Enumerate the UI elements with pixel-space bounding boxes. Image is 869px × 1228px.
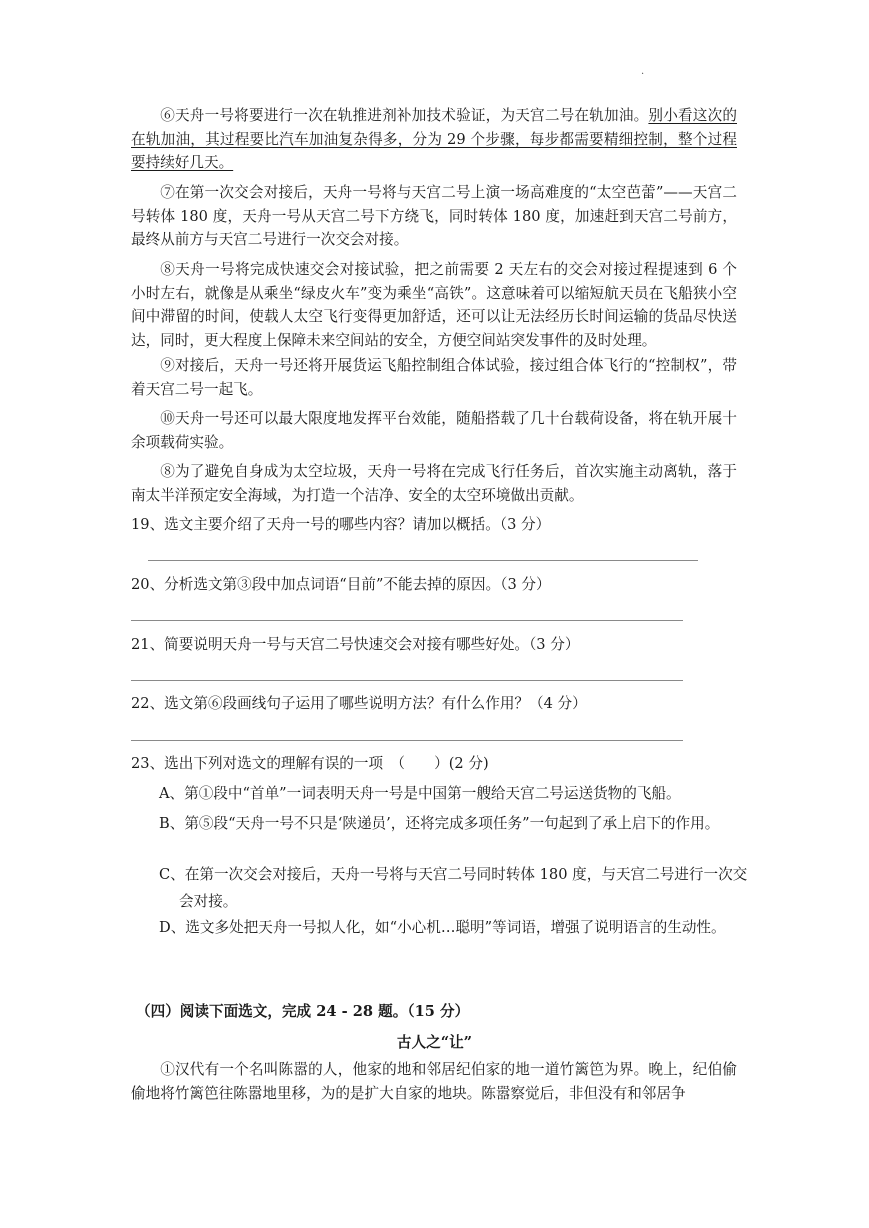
answer-line-20[interactable] [131,620,683,621]
paragraph-9: ⑨对接后，天舟一号还将开展货运飞船控制组合体试验，接过组合体飞行的“控制权”，带着天宫二号一起飞。 [131,357,737,398]
paragraph-7: ⑦在第一次交会对接后，天舟一号将与天宫二号上演一场高难度的“太空芭蕾”——天宫二号转体 180 度，天舟一号从天宫二号下方绕飞，同时转体 180 度，加速赶到天宫二号前方，最终从前方与天宫二号进行一次交会对接。 [131,184,737,248]
question-23: 23、选出下列对选文的理解有误的一项 （ ）(2 分) [131,755,489,772]
paragraph-6 [131,104,737,175]
article-title: 古人之“让” [396,1034,473,1051]
paragraph-6-underlined-sentence: 别小看这次的在轨加油，其过程要比汽车加油复杂得多，分为 29 个步骤，每步都需要精细控制，整个过程要持续好几天。 [131,107,737,171]
answer-line-22[interactable] [131,740,683,741]
paragraph-8: ⑧天舟一号将完成快速交会对接试验，把之前需要 2 天左右的交会对接过程提速到 6 个小时左右，就像是从乘坐“绿皮火车”变为乘坐“高铁”。这意味着可以缩短航天员在飞船狭小空间中滞留的时间，使载人太空飞行变得更加舒适，还可以让无法经历长时间运输的货品尽快送达，同时，更大程度上保障未来空间站的安全，方便空间站突发事件的及时处理。 [131,261,737,349]
paragraph-10: ⑩天舟一号还可以最大限度地发挥平台效能，随船搭载了几十台载荷设备，将在轨开展十余项载荷实验。 [131,410,737,451]
option-d[interactable]: D、选文多处把天舟一号拟人化，如“小心机…聪明”等词语，增强了说明语言的生动性。 [159,919,726,936]
section-4-paragraph-1: ①汉代有一个名叫陈嚣的人，他家的地和邻居纪伯家的地一道竹篱笆为界。晚上，纪伯偷偷地将竹篱笆往陈嚣地里移，为的是扩大自家的地块。陈嚣察觉后，非但没有和邻居争 [131,1061,737,1102]
option-b[interactable]: B、第⑤段“天舟一号不只是‘陕递员’，还将完成多项任务”一句起到了承上启下的作用。 [159,815,720,832]
section-4-heading: （四）阅读下面选文，完成 24 - 28 题。（15 分） [136,1003,470,1020]
page-dot: . [641,66,645,77]
paragraph-6-text: ⑥天舟一号将要进行一次在轨推进剂补加技术验证，为天宫二号在轨加油。 [160,107,649,124]
option-c[interactable]: C、在第一次交会对接后，天舟一号将与天宫二号同时转体 180 度，与天宫二号进行一次交会对接。 [159,866,748,910]
question-20: 20、分析选文第③段中加点词语“目前”不能去掉的原因。（3 分） [131,576,551,593]
answer-line-19[interactable] [148,560,698,561]
question-19: 19、选文主要介绍了天舟一号的哪些内容？请加以概括。（3 分） [131,516,551,533]
question-22: 22、选文第⑥段画线句子运用了哪些说明方法？有什么作用？（4 分） [131,695,587,712]
option-a[interactable]: A、第①段中“首单”一词表明天舟一号是中国第一艘给天宫二号运送货物的飞船。 [159,785,681,802]
answer-line-21[interactable] [131,680,683,681]
paragraph-11: ⑧为了避免自身成为太空垃圾，天舟一号将在完成飞行任务后，首次实施主动离轨，落于南太半洋预定安全海域，为打造一个洁净、安全的太空环境做出贡献。 [131,463,737,504]
question-21: 21、简要说明天舟一号与天宫二号快速交会对接有哪些好处。（3 分） [131,636,580,653]
